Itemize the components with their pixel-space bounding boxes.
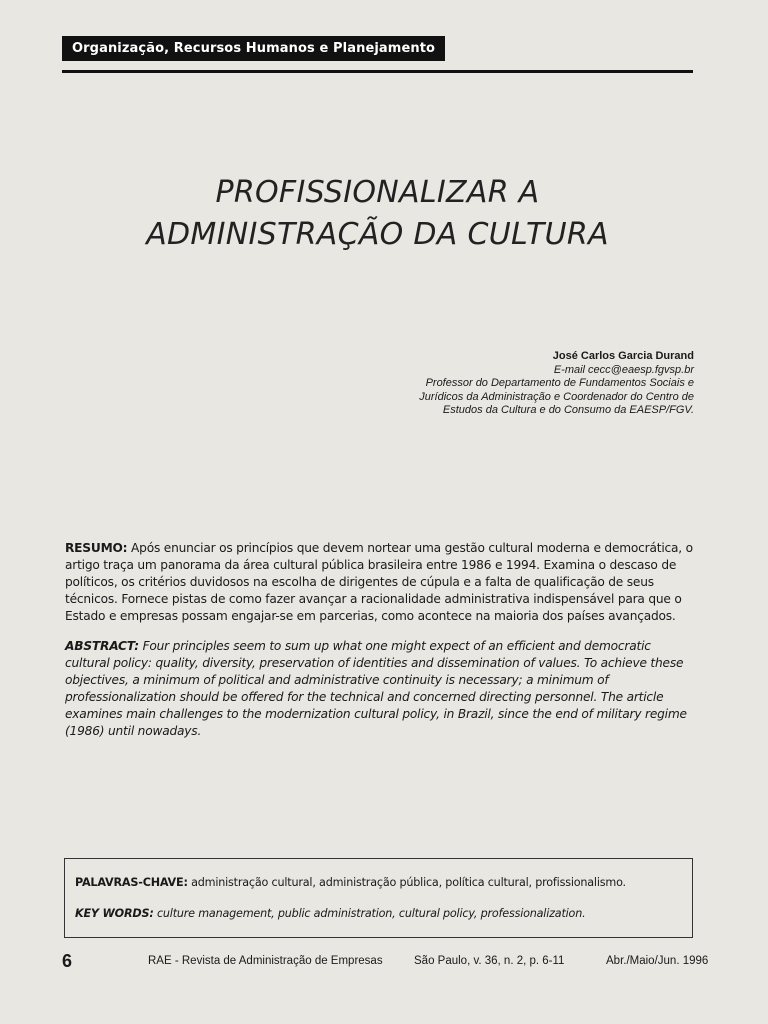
keywords-en [75,907,585,920]
citation: São Paulo, v. 36, n. 2, p. 6-11 [414,955,565,967]
author-affiliation-line: Professor do Departamento de Fundamentos Sociais e [425,377,694,389]
author-email: E-mail cecc@eaesp.fgvsp.br [553,363,694,376]
author-block [354,350,694,418]
author-affiliation-line: Estudos da Cultura e do Consumo da EAESP/FGV. [442,404,694,416]
header-rule [62,70,693,73]
resumo-paragraph [65,540,695,625]
keywords-pt-text: administração cultural, administração pública, política cultural, profissionalismo. [187,876,626,889]
title-line-1: PROFISSIONALIZAR A [215,175,540,210]
abstract-text: Four principles seem to sum up what one might expect of an efficient and democratic cultural policy: quality, diversity, preservation of identities and dissemination of values. To achieve these objectives, a minimum of political and administrative continuity is necessary; a minimum of professionalization should be offered for the technical and concerned directing personnel. The article examines main challenges to the modernization cultural policy, in Brazil, since the end of military regime (1986) until nowadays. [65,639,687,738]
resumo-label: RESUMO: [65,541,128,555]
author-name: José Carlos Garcia Durand [552,350,694,362]
abstract-paragraph [65,638,695,740]
article-title [62,172,693,256]
issue-date: Abr./Maio/Jun. 1996 [606,955,709,967]
keywords-box [64,858,693,938]
title-line-2: ADMINISTRAÇÃO DA CULTURA [146,217,609,252]
resumo-text: Após enunciar os princípios que devem nortear uma gestão cultural moderna e democrática, o artigo traça um panorama da área cultural pública brasileira entre 1986 e 1994. Examina o descaso de políticos, os critérios duvidosos na escolha de dirigentes de cúpula e a falta de qualificação de seus técnicos. Fornece pistas de como fazer avançar a racionalidade administrativa indispensável para que o Estado e empresas possam engajar-se em parcerias, como acontece na maioria dos países avançados. [65,541,693,623]
section-banner: Organização, Recursos Humanos e Planejamento [62,36,445,61]
page-number: 6 [62,951,73,971]
journal-name: RAE - Revista de Administração de Empresas [148,955,383,967]
keywords-en-label: KEY WORDS: [75,907,154,920]
keywords-pt-label: PALAVRAS-CHAVE: [75,876,188,889]
author-affiliation-line: Jurídicos da Administração e Coordenador do Centro de [419,390,694,403]
keywords-en-text: culture management, public administration, cultural policy, professionalization. [153,907,586,920]
keywords-pt [75,876,626,889]
abstract-label: ABSTRACT: [65,639,139,653]
